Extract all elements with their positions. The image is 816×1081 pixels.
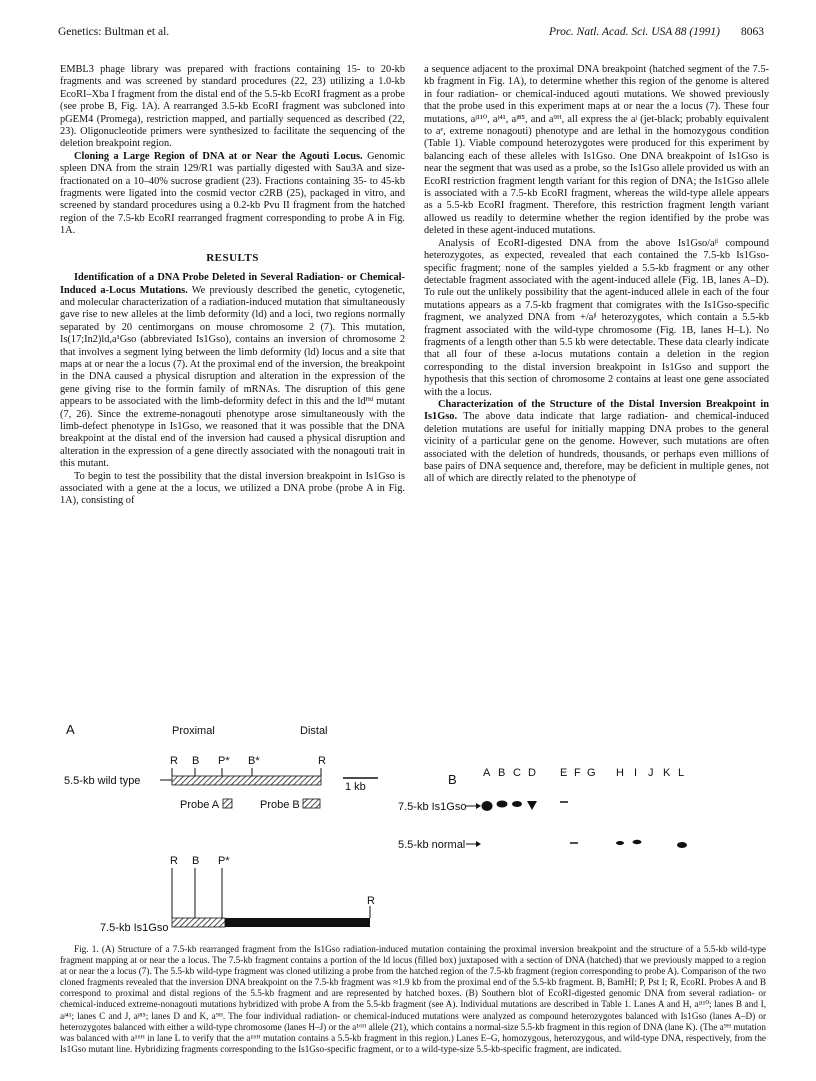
site-label: P* <box>218 755 230 767</box>
lane-label: I <box>634 767 638 779</box>
paragraph-text: The above data indicate that large radiation- and chemical-induced deletion mutations are useful for initially mapping DNA probes to the general vicinity of a particular gene on the genome. However, such mutations are often associated with the deletion of hundreds, thousands, or perhaps even millions of base pairs of DNA sequence and, therefore, may be deficient in multiple genes, not all of which are directly related to the phenotype of <box>424 411 769 485</box>
probe-a-box <box>223 799 232 808</box>
band-lane-c <box>512 801 522 807</box>
panel-a-label: A <box>66 722 75 737</box>
site-label: R <box>367 895 375 907</box>
site-label: P* <box>218 855 230 867</box>
paragraph-text: Genomic spleen DNA from the strain 129/R1 was partially digested with Sau3A and size-fractionated on a 10–40% sucrose gradient (23). Fractions containing 35- to 45-kb fragments were ligated into the cosmid vector c2RB (25), packaged in vitro, and screened by standard procedures using a 0.2-kb Pvu II fragment from the hatched region of the 7.5-kb EcoRI rearranged fragment corresponding to probe A in Fig. 1A. <box>60 150 405 237</box>
probe-b-box <box>303 799 320 808</box>
lane-label: F <box>574 767 581 779</box>
subsection-heading: Characterization of the Structure of the Distal Inversion Breakpoint in Is1Gso. <box>424 398 769 423</box>
site-label: B <box>192 755 200 767</box>
band-label-7-5kb: 7.5-kb Is1Gso <box>398 801 467 813</box>
figure-1 <box>60 718 766 938</box>
arrow-head <box>476 803 481 809</box>
mutant-label: 7.5-kb Is1Gso <box>100 922 169 934</box>
blot-bands <box>466 801 687 849</box>
lane-label: G <box>587 767 596 779</box>
lane-label: C <box>513 767 521 779</box>
paragraph: a sequence adjacent to the proximal DNA breakpoint (hatched segment of the 7.5-kb fragment in Fig. 1A), to determine whether this region of the genome is altered in four radiation- or chemical-induced agouti mutations. We showed previously that the probe used in this experiment maps at or near the a locus (7). These four mutations, aʲ¹¹⁰, aʲ⁴¹, aʲ⁸⁵, and a⁹ᴴ, all express the aʲ (jet-black; probably equivalent to aᵉ, extreme nonagouti) phenotype and are lethal in the homozygous condition (Table 1). Viable compound heterozygotes were produced for this experiment by balancing each of these alleles with Is1Gso. One DNA breakpoint of Is1Gso is near the segment that was used as a probe, so the Is1Gso allele provided us with an EcoRI restriction fragment length variant for this region of DNA; the Is1Gso allele is associated with a 7.5-kb EcoRI fragment, whereas the wild-type allele appears as a 5.5-kb EcoRI fragment. Therefore, this restriction fragment length variant allowed us readily to determine whether the region identified by the probe was deleted in these agent-induced mutations. <box>424 64 769 237</box>
paragraph: Analysis of EcoRI-digested DNA from the above Is1Gso/aʲˡ compound heterozygotes, as expected, revealed that each contained the 7.5-kb Is1Gso-specific fragment; none of the samples yielded a 5.5-kb fragment or any other detectable fragment associated with the agent-induced allele (Fig. 1B, lanes A–D). To rule out the unlikely possibility that the agent-induced allele in each of the four mutations appears as a 7.5-kb fragment that comigrates with the Is1Gso-specific fragment, we analyzed DNA from +/aʲˡ heterozygotes, which contain a 5.5-kb fragment associated with the wild-type chromosome (Fig. 1B, lanes H–L). No fragments of a length other than 5.5 kb were detectable. These data clearly indicate that all four of these a-locus mutations contain a deletion in the region corresponding to the distal inversion breakpoint in Is1Gso and support the hypothesis that this section of chromosome 2 contains at least one gene associated with the a locus. <box>424 237 769 398</box>
band-lane-b <box>497 801 508 808</box>
band-lane-a <box>482 801 493 811</box>
wild-type-label: 5.5-kb wild type <box>64 775 141 787</box>
site-label: R <box>170 755 178 767</box>
caption-text: Fig. 1. (A) Structure of a 7.5-kb rearranged fragment from the Is1Gso radiation-induced mutation containing the proximal inversion breakpoint and the structure of a 5.5-kb wild-type fragment mapping at or near the a locus. The 7.5-kb fragment contains a portion of the ld locus (filled box) juxtaposed with a section of DNA (hatched) that we previously mapped to a region at or near the a locus (7). The 5.5-kb wild-type fragment was cloned utilizing a probe from the hatched region of the 7.5-kb fragment (region corresponding to probe A). Comparison of the two cloned fragments revealed that the inversion DNA breakpoint on the 7.5-kb fragment was ≈1.9 kb from the proximal end of the 5.5-kb fragment. B, BamHI; P, Pst I; R, EcoRI. Probes A and B correspond to proximal and distal regions of the 5.5-kb fragment and are represented by hatched boxes. (B) Southern blot of EcoRI-digested genomic DNA from several radiation- or chemical-induced extreme-nonagouti mutations hybridized with probe A from the 5.5-kb fragment (see A). Individual mutations are described in Table 1. Lanes A and H, aʲ¹¹⁰; lanes B and I, aʲ⁴¹; lanes C and J, aʲ⁸⁵; lanes D and K, a⁹ᴴ. The four individual radiation- or chemical-induced mutations were analyzed as compound heterozygotes balanced with Is1Gso (lanes A–D) or heterozygotes balanced with either a wild-type chromosome (lanes H–J) or the a¹⁶ᴴ allele (21), which contains a normal-size 5.5-kb fragment in this region of DNA (lane K). (The a⁹ᴴ mutation was balanced with a¹⁶ᴴ in lane L to verify that the a¹⁶ᴴ mutation contains a 5.5-kb fragment in this region.) Lanes E–G, homozygous, heterozygous, and wild-type DNA, respectively, from the Is1Gso mutant line. Hybridizing fragments corresponding to the Is1Gso-specific fragment, or to a wild-type-size 5.5-kb-specific fragment, are indicated. <box>60 944 766 1054</box>
band-lane-i <box>633 840 642 844</box>
arrow-head <box>476 841 481 847</box>
lane-label: J <box>648 767 654 779</box>
band-lane-l <box>677 842 687 848</box>
lane-label: K <box>663 767 671 779</box>
site-label: R <box>318 755 326 767</box>
ld-locus-filled-segment <box>225 918 370 927</box>
site-label: B <box>192 855 200 867</box>
site-label: B* <box>248 755 260 767</box>
paragraph-text: We previously described the genetic, cytogenetic, and molecular characterization of a radiation-induced mutation that simultaneously gave rise to new alleles at the limb deformity (ld) and a loci, two regions normally separated by 20 centimorgans on mouse chromosome 2 (7). This mutation, Is(17;In2)ld,a¹Gso (abbreviated Is1Gso), contains an inversion of chromosome 2 that involves a segment lying between the limb deformity (ld) locus and a site that maps at or near the a locus (7). At the proximal end of the inversion, the breakpoint in the DNA caused a physical disruption and alteration in the expression of the gene giving rise to the formin family of mRNAs. The disruption of this gene appears to be associated with the limb-deformity defect in this and the ldᴴᵈ mutant (7, 26). Since the extreme-nonagouti phenotype arose simultaneously with the limb-defect phenotype in Is1Gso, we reasoned that it was possible that the DNA breakpoint at the distal end of the inversion had caused a physical disruption and alteration in the expression of a gene directly associated with the nonagouti trait in this mutant. <box>60 284 405 470</box>
paragraph <box>424 399 769 486</box>
band-label-5-5kb: 5.5-kb normal <box>398 839 466 851</box>
distal-label: Distal <box>300 725 328 737</box>
lane-label: B <box>498 767 506 779</box>
figure-svg <box>60 718 766 938</box>
page-number: 8063 <box>741 26 764 38</box>
running-head: Genetics: Bultman et al. <box>58 26 170 38</box>
probe-b-label: Probe B <box>260 799 300 811</box>
southern-blot <box>398 767 684 851</box>
paragraph: To begin to test the possibility that the distal inversion breakpoint in Is1Gso is associated with a gene at the a locus, we utilized a DNA probe (probe A in Fig. 1A), consisting of <box>60 470 405 507</box>
wild-type-fragment <box>172 776 321 785</box>
left-column <box>60 64 405 508</box>
proximal-label: Proximal <box>172 725 215 737</box>
hatched-a-locus-segment <box>172 918 225 927</box>
lane-label: A <box>483 767 491 779</box>
paragraph <box>60 151 405 238</box>
restriction-map-mutant <box>172 868 370 927</box>
panel-b-label: B <box>448 772 457 787</box>
journal-citation: Proc. Natl. Acad. Sci. USA 88 (1991) <box>549 26 720 38</box>
subsection-heading: Identification of a DNA Probe Deleted in Several Radiation- or Chemical-Induced a-Locus Mutations. <box>60 272 405 296</box>
lane-label: E <box>560 767 568 779</box>
band-lane-h <box>616 841 624 845</box>
page-header <box>58 26 764 42</box>
lane-label: H <box>616 767 624 779</box>
subsection-heading: Cloning a Large Region of DNA at or Near the Agouti Locus. <box>74 150 363 162</box>
paragraph <box>60 272 405 471</box>
lane-label: D <box>528 767 536 779</box>
figure-caption <box>60 944 766 1055</box>
scale-label: 1 kb <box>345 781 366 793</box>
band-lane-d <box>527 801 537 810</box>
right-column <box>424 64 769 486</box>
lane-label: L <box>678 767 685 779</box>
site-label: R <box>170 855 178 867</box>
probe-a-label: Probe A <box>180 799 220 811</box>
paragraph: EMBL3 phage library was prepared with fractions containing 15- to 20-kb fragments and was screened by standard procedures (22, 23) utilizing a 1.0-kb EcoRI–Xba I fragment from the distal end of the 5.5-kb EcoRI fragment as a probe (see probe B, Fig. 1A). A rearranged 3.5-kb EcoRI fragment was subcloned into pGEM4 (Promega), restriction mapped, and partially sequenced as described (22, 23). Oligonucleotide primers were synthesized to facilitate the sequencing of the deletion breakpoint region. <box>60 64 405 150</box>
section-heading: RESULTS <box>206 251 259 264</box>
